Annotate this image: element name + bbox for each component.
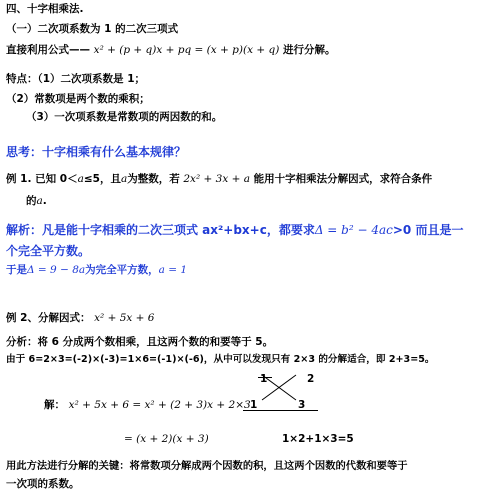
example2-math: x² + 5x + 6 (94, 312, 155, 324)
formula-math: x² + (p + q)x + pq = (x + p)(x + q) (93, 44, 280, 56)
analysis1-line3-math1: Δ = 9 − 8a (27, 264, 86, 276)
example1-math-a: a (77, 173, 84, 185)
analysis1-math: Δ = b² − 4ac (314, 223, 393, 237)
solution-math: x² + 5x + 6 = x² + (2 + 3)x + 2×3 (68, 399, 251, 411)
analysis1-line3-text-b: 为完全平方数， (85, 264, 159, 276)
sub-title: （一）二次项系数为 1 的二次三项式 (6, 23, 179, 35)
think-question: 思考：十字相乘有什么基本规律？ (6, 145, 187, 159)
section-title: 四、十字相乘法. (6, 3, 84, 15)
features-item-2: （2）常数项是两个数的乘积； (6, 93, 150, 105)
example1-line1 (6, 172, 432, 186)
example1-text-a: 例 1. 已知 0＜ (6, 173, 78, 185)
solution-result (124, 432, 209, 446)
features-item-3: （3）一次项系数是常数项的两因数的和。 (26, 111, 223, 123)
example1-text-b: ≤5，且 (83, 173, 121, 185)
example1-line2-math: a (36, 195, 43, 207)
cross-bottom-left: 1 (250, 399, 258, 411)
cross-top-left: 1 (260, 373, 268, 385)
example2-label: 例 2、分解因式： (6, 312, 91, 324)
example1-math-e: 2x² + 3x + a (183, 173, 250, 185)
formula-intro: 直接利用公式—— (6, 44, 90, 56)
analysis2-line1: 分析：将 6 分成两个数相乘，且这两个数的和要等于 5。 (6, 336, 274, 348)
cross-check: 1×2+1×3=5 (282, 433, 354, 445)
features-label: 特点：（1）二次项系数是 1； (6, 73, 146, 85)
example1-text-d: 为整数，若 (127, 173, 180, 185)
example1-line2-text: 的 (26, 195, 37, 207)
analysis1-line3 (6, 263, 187, 277)
solution-result-math: = (x + 2)(x + 3) (124, 433, 209, 445)
solution-label: 解： (44, 399, 65, 411)
analysis2-line2: 由于 6=2×3=(-2)×(-3)=1×6=(-1)×(-6)，从中可以发现只有 2×3 的分解适合，即 2+3=5。 (6, 354, 435, 365)
example1-math-c: a (120, 173, 128, 185)
formula-line (6, 43, 335, 57)
conclusion-line2: 一次项的系数。 (6, 478, 80, 490)
cross-top-right: 2 (307, 373, 315, 385)
solution-line (44, 398, 251, 412)
analysis1-text-a: 解析：凡是能十字相乘的二次三项式 ax²+bx+c，都要求 (6, 223, 315, 237)
analysis1-text-b: >0 而且是一 (392, 223, 464, 237)
formula-tail: 进行分解。 (282, 44, 336, 56)
analysis1-line2: 个完全平方数。 (6, 244, 91, 258)
analysis1-line3-math2: a = 1 (158, 264, 188, 276)
example1-line2-period: . (42, 195, 47, 207)
example2-line (6, 311, 155, 325)
cross-bottom-right: 3 (298, 399, 306, 411)
cross-overline (258, 377, 272, 378)
conclusion-line1: 用此方法进行分解的关键：将常数项分解成两个因数的积，且这两个因数的代数和要等于 (6, 460, 408, 472)
analysis1-line3-text-a: 于是 (6, 264, 27, 276)
example1-text-f: 能用十字相乘法分解因式，求符合条件 (253, 173, 433, 185)
analysis1-line1 (6, 223, 463, 237)
example1-line2 (26, 194, 47, 208)
cross-underline (243, 410, 318, 411)
